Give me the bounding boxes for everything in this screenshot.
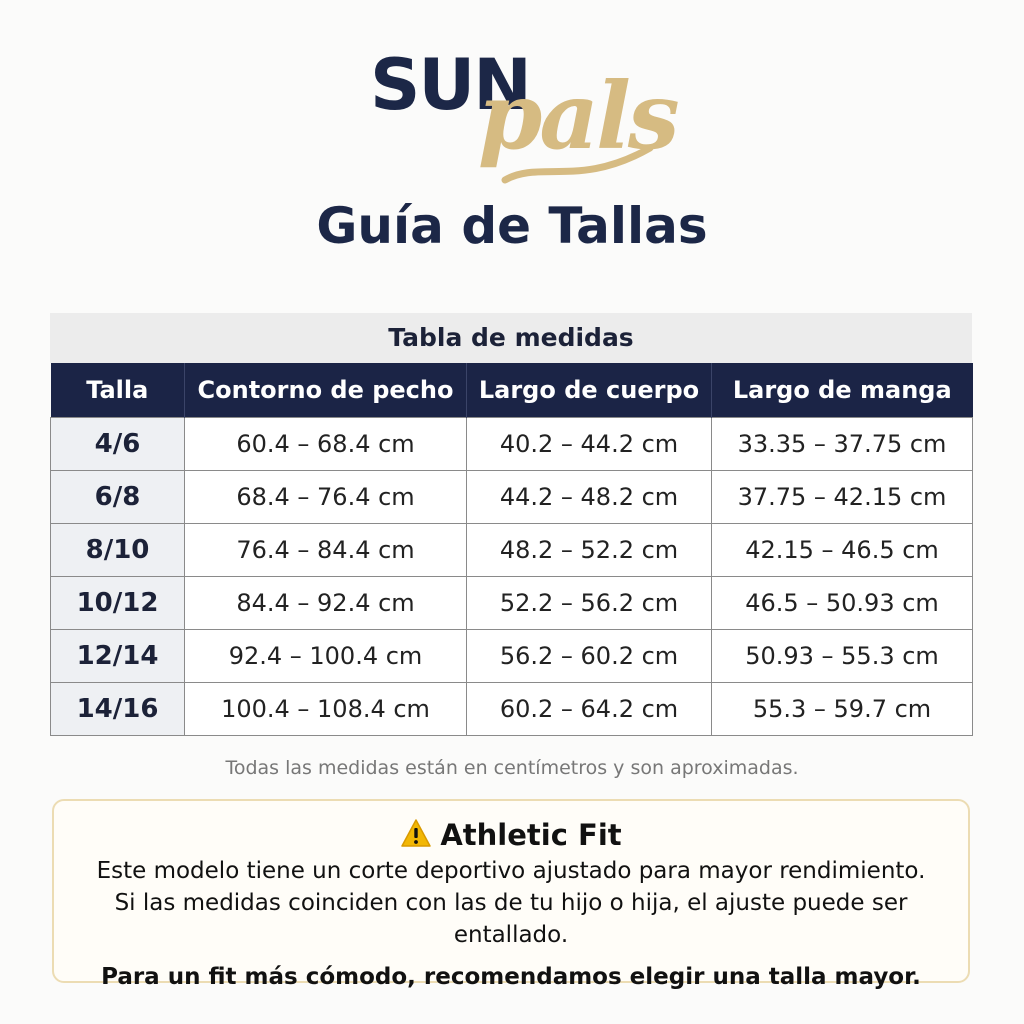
column-header-size: Talla	[51, 363, 185, 418]
size-cell: 8/10	[51, 524, 185, 577]
chest-cell: 76.4 – 84.4 cm	[185, 524, 467, 577]
measurement-footnote: Todas las medidas están en centímetros y son aproximadas.	[225, 757, 799, 779]
size-table	[50, 363, 973, 736]
brand-logo	[0, 40, 1024, 190]
chest-cell: 68.4 – 76.4 cm	[185, 471, 467, 524]
chest-cell: 100.4 – 108.4 cm	[185, 683, 467, 736]
fit-notice-line-1: Este modelo tiene un corte deportivo ajustado para mayor rendimiento.	[96, 858, 926, 884]
fit-notice-line-2: Si las medidas coinciden con las de tu hijo o hija, el ajuste puede ser entallado.	[114, 890, 908, 948]
body-length-cell: 40.2 – 44.2 cm	[467, 418, 712, 471]
sleeve-length-cell: 46.5 – 50.93 cm	[712, 577, 973, 630]
athletic-fit-notice	[52, 799, 970, 990]
table-row	[51, 524, 973, 577]
body-length-cell: 44.2 – 48.2 cm	[467, 471, 712, 524]
table-row	[51, 418, 973, 471]
body-length-cell: 52.2 – 56.2 cm	[467, 577, 712, 630]
sleeve-length-cell: 42.15 – 46.5 cm	[712, 524, 973, 577]
column-header-body-length: Largo de cuerpo	[467, 363, 712, 418]
table-row	[51, 630, 973, 683]
table-row	[51, 683, 973, 736]
size-cell: 4/6	[51, 418, 185, 471]
warning-icon	[400, 818, 432, 848]
table-row	[51, 471, 973, 524]
table-header-row	[51, 363, 973, 418]
page-title: Guía de Tallas	[316, 197, 708, 255]
body-length-cell: 56.2 – 60.2 cm	[467, 630, 712, 683]
logo-text-pals: pals	[478, 62, 677, 170]
logo-text-sun: SUN	[370, 44, 530, 126]
table-caption: Tabla de medidas	[50, 313, 972, 363]
size-cell: 10/12	[51, 577, 185, 630]
size-cell: 12/14	[51, 630, 185, 683]
chest-cell: 92.4 – 100.4 cm	[185, 630, 467, 683]
body-length-cell: 60.2 – 64.2 cm	[467, 683, 712, 736]
sleeve-length-cell: 50.93 – 55.3 cm	[712, 630, 973, 683]
chest-cell: 84.4 – 92.4 cm	[185, 577, 467, 630]
sleeve-length-cell: 33.35 – 37.75 cm	[712, 418, 973, 471]
size-cell: 6/8	[51, 471, 185, 524]
table-row	[51, 577, 973, 630]
fit-recommendation: Para un fit más cómodo, recomendamos elegir una talla mayor.	[101, 964, 921, 990]
fit-notice-heading	[54, 815, 968, 855]
column-header-chest: Contorno de pecho	[185, 363, 467, 418]
sleeve-length-cell: 37.75 – 42.15 cm	[712, 471, 973, 524]
size-table-container	[50, 313, 972, 736]
logo-swoosh-icon	[500, 140, 660, 190]
body-length-cell: 48.2 – 52.2 cm	[467, 524, 712, 577]
sleeve-length-cell: 55.3 – 59.7 cm	[712, 683, 973, 736]
size-cell: 14/16	[51, 683, 185, 736]
fit-notice-title: Athletic Fit	[440, 818, 622, 852]
column-header-sleeve-length: Largo de manga	[712, 363, 973, 418]
chest-cell: 60.4 – 68.4 cm	[185, 418, 467, 471]
